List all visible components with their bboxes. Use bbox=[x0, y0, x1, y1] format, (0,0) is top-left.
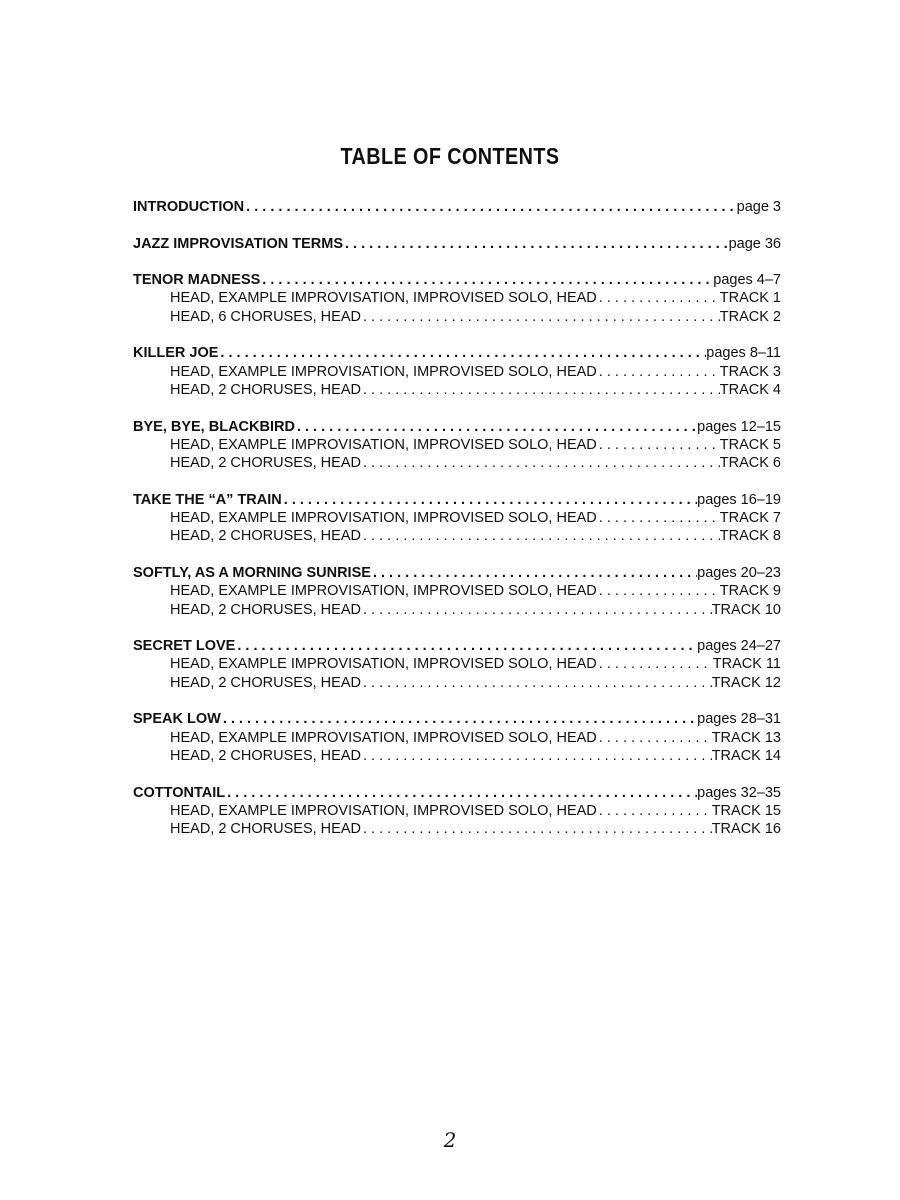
toc-entry-pages: pages 4–7 bbox=[713, 272, 781, 289]
track-number: TRACK 12 bbox=[711, 674, 781, 691]
track-number: TRACK 7 bbox=[719, 510, 781, 527]
toc-entry bbox=[133, 344, 781, 362]
toc-entry-pages: page 36 bbox=[728, 235, 781, 252]
toc-track-entry bbox=[133, 729, 781, 747]
track-description: HEAD, 2 CHORUSES, HEAD bbox=[170, 821, 361, 838]
dot-leader bbox=[597, 802, 712, 820]
toc-track-entry bbox=[133, 820, 781, 838]
track-description: HEAD, EXAMPLE IMPROVISATION, IMPROVISED SOLO, HEAD bbox=[170, 656, 597, 673]
track-description: HEAD, EXAMPLE IMPROVISATION, IMPROVISED SOLO, HEAD bbox=[170, 510, 597, 527]
toc-track-entry bbox=[133, 802, 781, 820]
toc-section bbox=[133, 564, 781, 619]
page-number: 2 bbox=[443, 1128, 457, 1152]
toc-track-entry bbox=[133, 655, 781, 673]
toc-entry-pages: pages 24–27 bbox=[697, 638, 781, 655]
track-number: TRACK 9 bbox=[719, 583, 781, 600]
toc-track-entry bbox=[133, 747, 781, 765]
track-number: TRACK 14 bbox=[711, 747, 781, 764]
toc-track-entry bbox=[133, 674, 781, 692]
track-description: HEAD, 2 CHORUSES, HEAD bbox=[170, 528, 361, 545]
dot-leader bbox=[361, 381, 720, 399]
toc-entry-title: TAKE THE “A” TRAIN bbox=[133, 491, 282, 508]
toc-entry bbox=[133, 235, 781, 253]
dot-leader bbox=[597, 729, 712, 747]
dot-leader bbox=[244, 198, 736, 216]
toc-section bbox=[133, 344, 781, 399]
dot-leader bbox=[282, 491, 697, 509]
dot-leader bbox=[260, 271, 713, 289]
track-description: HEAD, 2 CHORUSES, HEAD bbox=[170, 674, 361, 691]
toc-entry-title: JAZZ IMPROVISATION TERMS bbox=[133, 235, 343, 252]
toc-entry bbox=[133, 198, 781, 216]
toc-entry-pages: pages 32–35 bbox=[697, 784, 781, 801]
toc-entry-pages: pages 20–23 bbox=[697, 564, 781, 581]
toc-entry-pages: page 3 bbox=[736, 199, 781, 215]
track-description: HEAD, 6 CHORUSES, HEAD bbox=[170, 308, 361, 325]
toc-entry-pages: pages 28–31 bbox=[697, 711, 781, 728]
track-number: TRACK 4 bbox=[719, 381, 781, 398]
toc-track-entry bbox=[133, 454, 781, 472]
toc-entry-pages: pages 8–11 bbox=[706, 345, 781, 362]
toc-section bbox=[133, 271, 781, 326]
toc-entry-title: SECRET LOVE bbox=[133, 638, 236, 655]
dot-leader bbox=[361, 674, 712, 692]
track-description: HEAD, EXAMPLE IMPROVISATION, IMPROVISED SOLO, HEAD bbox=[170, 583, 597, 600]
dot-leader bbox=[597, 582, 720, 600]
track-number: TRACK 6 bbox=[719, 455, 781, 472]
dot-leader bbox=[361, 454, 720, 472]
toc-entry-title: KILLER JOE bbox=[133, 345, 219, 362]
track-number: TRACK 16 bbox=[711, 821, 781, 838]
dot-leader bbox=[597, 436, 720, 454]
track-description: HEAD, EXAMPLE IMPROVISATION, IMPROVISED SOLO, HEAD bbox=[170, 290, 597, 307]
toc-track-entry bbox=[133, 363, 781, 381]
track-number: TRACK 2 bbox=[719, 308, 781, 325]
toc-entry bbox=[133, 710, 781, 728]
toc-entry-pages: pages 12–15 bbox=[697, 418, 781, 435]
track-description: HEAD, EXAMPLE IMPROVISATION, IMPROVISED SOLO, HEAD bbox=[170, 436, 597, 453]
dot-leader bbox=[343, 235, 729, 253]
toc-entry bbox=[133, 271, 781, 289]
toc-entry-title: SPEAK LOW bbox=[133, 711, 221, 728]
toc-entry-title: SOFTLY, AS A MORNING SUNRISE bbox=[133, 564, 371, 581]
toc-entry bbox=[133, 564, 781, 582]
dot-leader bbox=[361, 527, 720, 545]
table-of-contents bbox=[133, 198, 781, 857]
toc-section bbox=[133, 710, 781, 765]
toc-entry bbox=[133, 491, 781, 509]
track-number: TRACK 10 bbox=[711, 601, 781, 618]
toc-track-entry bbox=[133, 308, 781, 326]
track-number: TRACK 13 bbox=[711, 729, 781, 746]
toc-entry-title: BYE, BYE, BLACKBIRD bbox=[133, 418, 295, 435]
toc-section bbox=[133, 491, 781, 546]
dot-leader bbox=[221, 710, 697, 728]
dot-leader bbox=[361, 601, 712, 619]
dot-leader bbox=[597, 363, 720, 381]
track-description: HEAD, 2 CHORUSES, HEAD bbox=[170, 747, 361, 764]
track-description: HEAD, 2 CHORUSES, HEAD bbox=[170, 601, 361, 618]
track-number: TRACK 15 bbox=[711, 802, 781, 819]
dot-leader bbox=[361, 747, 712, 765]
toc-section bbox=[133, 418, 781, 473]
track-number: TRACK 8 bbox=[719, 528, 781, 545]
toc-entry-pages: pages 16–19 bbox=[697, 491, 781, 508]
toc-section bbox=[133, 198, 781, 216]
toc-track-entry bbox=[133, 601, 781, 619]
track-number: TRACK 5 bbox=[719, 436, 781, 453]
track-description: HEAD, EXAMPLE IMPROVISATION, IMPROVISED SOLO, HEAD bbox=[170, 729, 597, 746]
dot-leader bbox=[597, 509, 720, 527]
track-description: HEAD, EXAMPLE IMPROVISATION, IMPROVISED SOLO, HEAD bbox=[170, 802, 597, 819]
toc-entry-title: INTRODUCTION bbox=[133, 199, 245, 215]
dot-leader bbox=[361, 820, 712, 838]
toc-entry bbox=[133, 418, 781, 436]
dot-leader bbox=[361, 308, 720, 326]
toc-entry bbox=[133, 637, 781, 655]
dot-leader bbox=[295, 418, 697, 436]
page-title: TABLE OF CONTENTS bbox=[340, 143, 560, 169]
dot-leader bbox=[225, 784, 697, 802]
track-number: TRACK 11 bbox=[712, 656, 781, 673]
toc-track-entry bbox=[133, 509, 781, 527]
toc-track-entry bbox=[133, 289, 781, 307]
track-number: TRACK 1 bbox=[719, 290, 781, 307]
toc-track-entry bbox=[133, 381, 781, 399]
toc-entry-title: TENOR MADNESS bbox=[133, 272, 261, 289]
dot-leader bbox=[597, 289, 720, 307]
track-description: HEAD, 2 CHORUSES, HEAD bbox=[170, 455, 361, 472]
track-number: TRACK 3 bbox=[719, 363, 781, 380]
track-description: HEAD, 2 CHORUSES, HEAD bbox=[170, 381, 361, 398]
toc-track-entry bbox=[133, 582, 781, 600]
dot-leader bbox=[597, 655, 713, 673]
toc-section bbox=[133, 784, 781, 839]
toc-entry-title: COTTONTAIL bbox=[133, 784, 226, 801]
dot-leader bbox=[235, 637, 697, 655]
toc-track-entry bbox=[133, 436, 781, 454]
track-description: HEAD, EXAMPLE IMPROVISATION, IMPROVISED SOLO, HEAD bbox=[170, 363, 597, 380]
toc-section bbox=[133, 235, 781, 253]
toc-section bbox=[133, 637, 781, 692]
toc-track-entry bbox=[133, 527, 781, 545]
dot-leader bbox=[218, 344, 706, 362]
dot-leader bbox=[371, 564, 697, 582]
toc-entry bbox=[133, 784, 781, 802]
